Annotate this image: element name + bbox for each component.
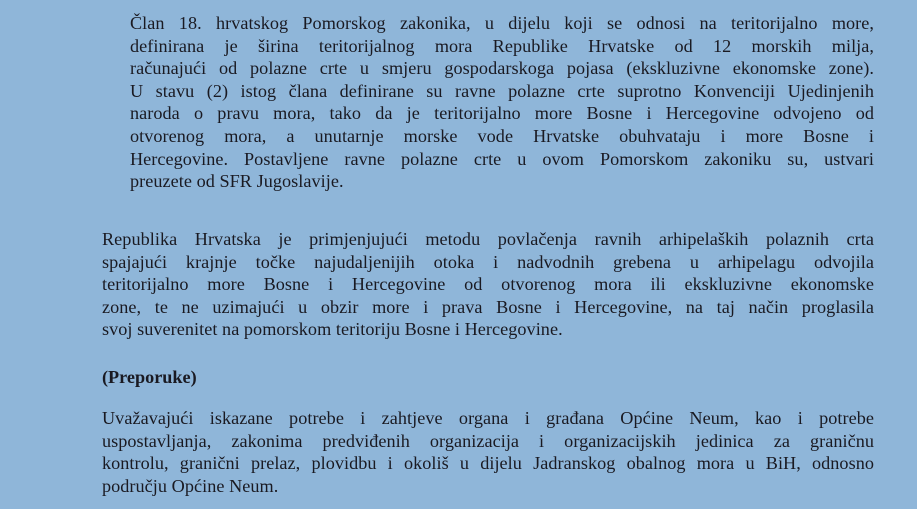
text-line: definirana je širina teritorijalnog mora Republike Hrvatske od 12 morskih milja, [130,35,874,56]
text-line: naroda o pravu mora, tako da je teritorijalno more Bosne i Hercegovine odvojeno od [130,103,874,124]
text-line: Član 18. hrvatskog Pomorskog zakonika, u dijelu koji se odnosi na teritorijalno more, [130,13,874,33]
paragraph-clan-18 [130,12,874,193]
text-line: području Općine Neum. [102,475,279,496]
text-line: računajući od polazne crte u smjeru gospodarskoga pojasa (ekskluzivne ekonomske zone). [130,58,874,79]
text-line: spajajući krajnje točke najudaljenijih otoka i nadvodnih grebena u arhipelagu odvojila [102,251,874,272]
text-line: preuzete od SFR Jugoslavije. [130,171,344,192]
text-line: teritorijalno more Bosne i Hercegovine od otvorenog mora ili ekskluzivne ekonomske [102,274,874,295]
text-line: Uvažavajući iskazane potrebe i zahtjeve organa i građana Općine Neum, kao i potrebe [102,408,874,428]
text-line: svoj suverenitet na pomorskom teritoriju Bosne i Hercegovine. [102,319,563,340]
text-line: Republika Hrvatska je primjenjujući metodu povlačenja ravnih arhipelaških polaznih crta [102,229,874,249]
text-line: U stavu (2) istog člana definirane su ravne polazne crte suprotno Konvenciji Ujedinjenih [130,80,874,101]
paragraph-uvazavajuci [102,407,874,497]
section-heading-preporuke: (Preporuke) [102,367,197,387]
text-line: uspostavljanja, zakonima predviđenih organizacija i organizacijskih jedinica za graničnu [102,430,874,451]
text-line: Hercegovine. Postavljene ravne polazne crte u ovom Pomorskom zakoniku su, ustvari [130,148,874,169]
text-line: zone, te ne uzimajući u obzir more i prava Bosne i Hercegovine, na taj način proglasila [102,296,874,317]
text-line: otvorenog mora, a unutarnje morske vode Hrvatske obuhvataju i more Bosne i [130,125,874,146]
paragraph-republika-hrvatska [102,228,874,341]
text-line: kontrolu, granični prelaz, plovidbu i okoliš u dijelu Jadranskog obalnog mora u BiH, odnosno [102,453,874,474]
